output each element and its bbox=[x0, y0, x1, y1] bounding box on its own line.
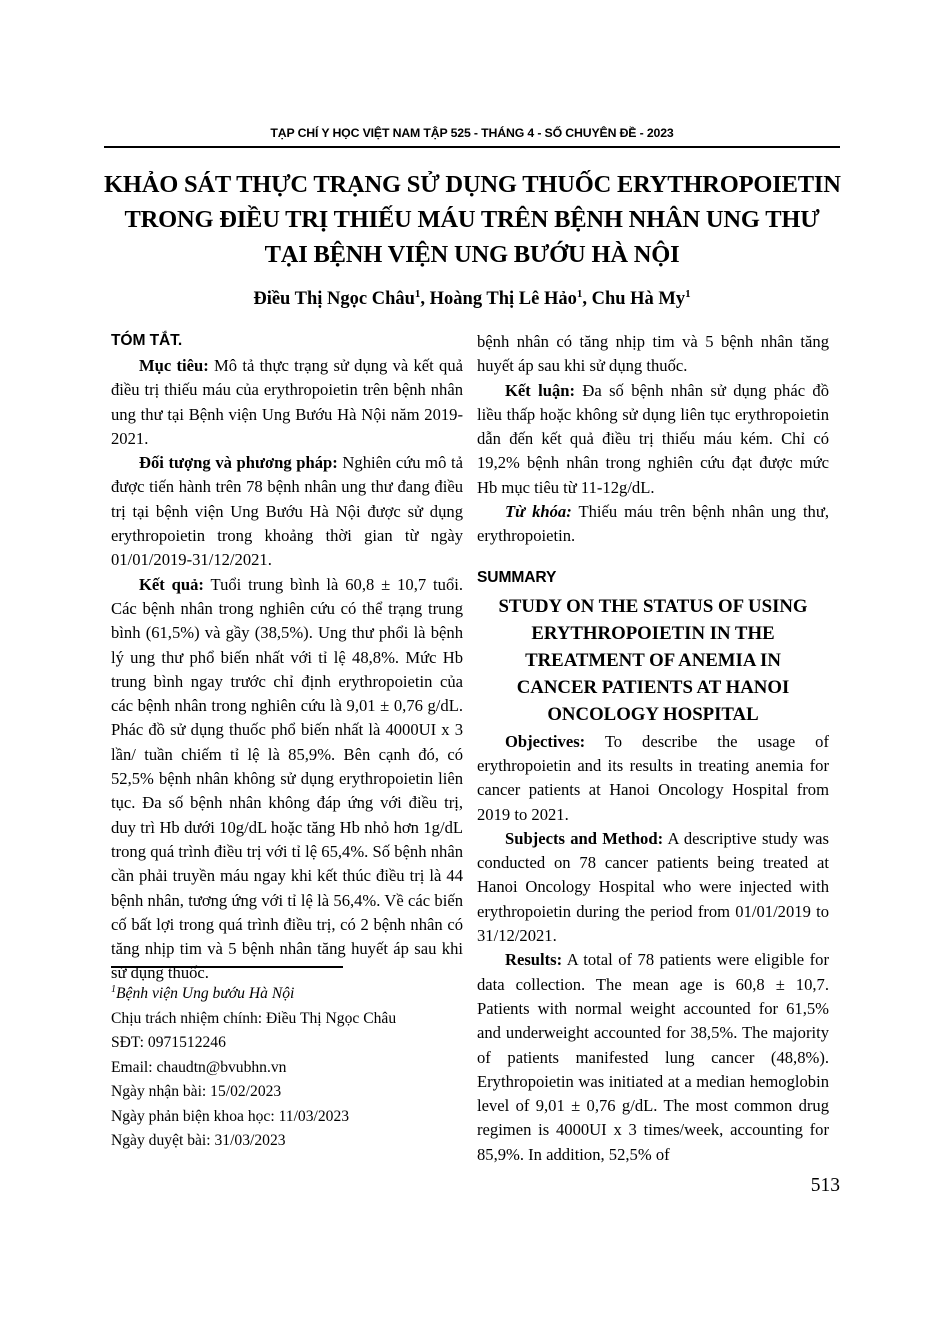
en-objectives-lead: Objectives: bbox=[505, 731, 586, 751]
footnote-affiliation-text: Bệnh viện Ung bướu Hà Nội bbox=[116, 985, 295, 1003]
vi-paragraph-results bbox=[111, 573, 463, 986]
en-results-lead: Results: bbox=[505, 950, 563, 970]
vietnamese-abstract-heading bbox=[111, 330, 463, 352]
en-paragraph-subjects-method bbox=[477, 827, 829, 948]
column-right bbox=[477, 330, 829, 1167]
header-rule bbox=[104, 146, 840, 148]
page-number: 513 bbox=[810, 1175, 840, 1196]
en-subjects-method-lead: Subjects and Method: bbox=[505, 828, 664, 848]
author-1-name: Điều Thị Ngọc Châu bbox=[253, 289, 415, 310]
vi-results-continued bbox=[477, 330, 829, 379]
footnote-accepted-date: Ngày duyệt bài: 31/03/2023 bbox=[111, 1132, 286, 1150]
vi-keywords-text: Thiếu máu trên bệnh nhân ung thư, erythropoietin. bbox=[477, 502, 829, 546]
english-title-line-4: CANCER PATIENTS AT HANOI bbox=[516, 676, 790, 698]
vi-conclusion-text: Đa số bệnh nhân sử dụng phác đồ liều thấp hoặc không sử dụng liên tục erythropoietin dẫn đến kết quả điều trị thiếu máu kém. Chỉ có 19,2% bệnh nhân trong nghiên cứu đạt được mức Hb mục tiêu từ 11-12g/dL. bbox=[477, 380, 830, 497]
article-title-line-2: TRONG ĐIỀU TRỊ THIẾU MÁU TRÊN BỆNH NHÂN UNG THƯ bbox=[124, 206, 820, 233]
footnote-received-date: Ngày nhận bài: 15/02/2023 bbox=[111, 1083, 282, 1101]
author-2-affiliation-marker: 1 bbox=[576, 288, 583, 300]
article-title bbox=[104, 167, 840, 272]
footnote-affiliation bbox=[111, 978, 463, 1007]
vi-paragraph-conclusion bbox=[477, 379, 829, 500]
vi-results-continued-text: bệnh nhân có tăng nhịp tim và 5 bệnh nhân tăng huyết áp sau khi sử dụng thuốc. bbox=[477, 332, 829, 376]
footnote-corresponding-author: Chịu trách nhiệm chính: Điều Thị Ngọc Châu bbox=[111, 1009, 397, 1027]
vietnamese-abstract-heading-suffix: . bbox=[177, 332, 183, 349]
vi-results-text: Tuổi trung bình là 60,8 ± 10,7 tuổi. Các bệnh nhân trong nghiên cứu có thể trạng trung bình (61,5%) và gầy (38,5%). Ung thư phổi là bệnh lý ung thư phổ biến nhất với tỉ lệ 48,8%. Mức Hb trung bình ngay trước chỉ định erythropoietin của các bệnh nhân trong nghiên cứu là 9,01 ± 0,76 g/dL. Phác đồ sử dụng thuốc phổ biến nhất là 4000UI x 3 lần/ tuần chiếm tỉ lệ là 85,9%. Bên cạnh đó, có 52,5% bệnh nhân không sử dụng erythropoietin liên tục. Đa số bệnh nhân không đáp ứng với điều trị, duy trì Hb dưới 10g/dL hoặc tăng Hb nhỏ hơn 1g/dL trong quá trình điều trị với tỉ lệ 65,4%. Số bệnh nhân cần phải truyền máu ngay khi kết thúc điều trị là 44 bệnh nhân, tương ứng với tỉ lệ là 56,4%. Về các biến cố bất lợi trong quá trình điều trị, có 2 bệnh nhân có tăng nhịp tim và 5 bệnh nhân tăng huyết áp sau khi sử dụng thuốc. bbox=[111, 574, 463, 983]
column-left bbox=[111, 330, 463, 986]
footnote-email: Email: chaudtn@bvubhn.vn bbox=[111, 1058, 287, 1076]
vi-paragraph-objective bbox=[111, 354, 463, 451]
author-separator-2: , bbox=[582, 289, 592, 310]
footnote-block bbox=[111, 966, 463, 1154]
english-article-title bbox=[477, 593, 829, 728]
english-title-line-1: STUDY ON THE STATUS OF USING bbox=[498, 595, 808, 617]
vi-methods-lead: Đối tượng và phương pháp: bbox=[139, 453, 338, 473]
vi-objective-lead: Mục tiêu: bbox=[139, 356, 209, 375]
author-2-name: Hoàng Thị Lê Hảo bbox=[429, 289, 577, 310]
en-subjects-method-text: A descriptive study was conducted on 78 cancer patients being treated at Hanoi Oncology Hospital who were injected with erythropoietin during the period from 01/01/2019 to 31/12/2021. bbox=[477, 828, 830, 946]
english-abstract-heading: SUMMARY bbox=[477, 568, 557, 586]
english-title-line-5: ONCOLOGY HOSPITAL bbox=[547, 703, 759, 725]
author-3-affiliation-marker: 1 bbox=[685, 288, 691, 300]
en-paragraph-results bbox=[477, 948, 829, 1167]
author-separator-1: , bbox=[420, 289, 430, 310]
english-title-line-3: TREATMENT OF ANEMIA IN bbox=[525, 649, 781, 671]
vi-objective-text: Mô tả thực trạng sử dụng và kết quả điều trị thiếu máu của erythropoietin trên bệnh nhân ung thư tại Bệnh viện Ung Bướu Hà Nội năm 2019-2021. bbox=[111, 356, 463, 448]
footnote-affiliation-marker: 1 bbox=[111, 984, 116, 995]
section-spacer bbox=[477, 549, 829, 567]
english-title-line-2: ERYTHROPOIETIN IN THE bbox=[531, 622, 775, 644]
author-1-affiliation-marker: 1 bbox=[414, 288, 421, 300]
running-head: TẠP CHÍ Y HỌC VIỆT NAM TẬP 525 - THÁNG 4 - SỐ CHUYÊN ĐỀ - 2023 bbox=[270, 126, 674, 140]
vi-paragraph-methods bbox=[111, 451, 463, 572]
footnote-rule bbox=[111, 966, 343, 968]
en-objectives-text: To describe the usage of erythropoietin and its results in treating anemia for cancer patients at Hanoi Oncology Hospital from 2019 to 2021. bbox=[477, 731, 829, 824]
author-3-name: Chu Hà My bbox=[591, 289, 686, 310]
article-title-line-3: TẠI BỆNH VIỆN UNG BƯỚU HÀ NỘI bbox=[264, 241, 680, 268]
footnote-review-date: Ngày phản biện khoa học: 11/03/2023 bbox=[111, 1107, 350, 1125]
vi-keywords-lead: Từ khóa: bbox=[505, 502, 572, 522]
vietnamese-abstract-heading-text: TÓM TẮT bbox=[111, 332, 178, 349]
vi-results-lead: Kết quả: bbox=[139, 574, 204, 594]
article-title-line-1: KHẢO SÁT THỰC TRẠNG SỬ DỤNG THUỐC ERYTHROPOIETIN bbox=[104, 171, 841, 198]
vi-paragraph-keywords bbox=[477, 500, 829, 549]
author-list bbox=[104, 288, 840, 310]
vi-conclusion-lead: Kết luận: bbox=[505, 380, 576, 400]
vi-methods-text: Nghiên cứu mô tả được tiến hành trên 78 bệnh nhân ung thư đang điều trị tại bệnh viện Ung Bướu Hà Nội được sử dụng erythropoietin trong khoảng thời gian từ ngày 01/01/2019-31/12/2021. bbox=[111, 453, 463, 570]
footnote-phone: SĐT: 0971512246 bbox=[111, 1034, 226, 1052]
en-results-text: A total of 78 patients were eligible for data collection. The mean age is 60,8 ± 10,7. Patients with normal weight accounted for 61,5% and underweight accounted for 38,5%. The majority of patients manifested lung cancer (48,8%). Erythropoietin was initiated at a median hemoglobin level of 9,01 ± 0,76 g/dL. The most common drug regimen is 4000UI x 3 times/week, accounting for 85,9%. In addition, 52,5% of bbox=[477, 950, 829, 1164]
en-paragraph-objectives bbox=[477, 730, 829, 827]
